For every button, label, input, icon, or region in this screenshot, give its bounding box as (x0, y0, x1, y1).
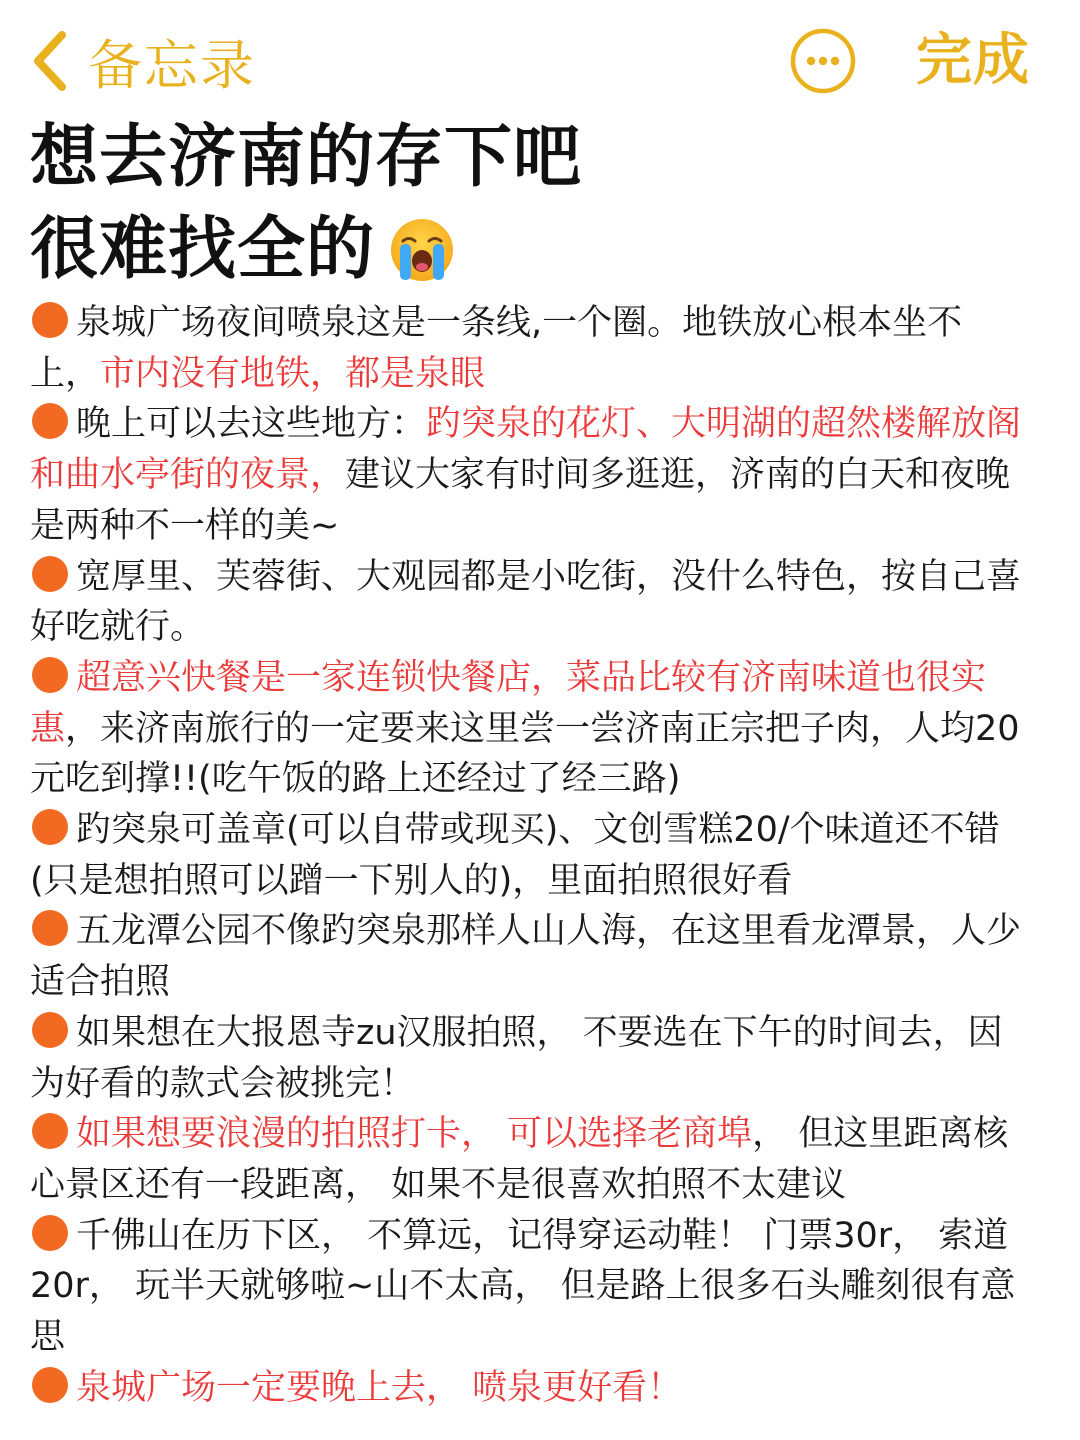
item-text: 晚上可以去这些地方： (76, 404, 427, 445)
list-item (30, 399, 1030, 551)
orange-bullet-icon (32, 1215, 68, 1251)
list-item (30, 906, 1030, 1007)
list-item (30, 1363, 1030, 1414)
list-item (30, 1109, 1030, 1210)
orange-bullet-icon (32, 809, 68, 845)
title-text-1: 想去济南的存下吧 (30, 118, 583, 197)
item-text: 泉城广场夜间喷泉这是一条线,一个圈。地铁放心根本坐不上， (30, 303, 963, 394)
orange-bullet-icon (32, 910, 68, 946)
done-button[interactable]: 完成 (916, 28, 1030, 93)
item-text: 如果想在大报恩寺zu汉服拍照， 不要选在下午的时间去，因为好看的款式会被挑完！ (30, 1012, 1003, 1104)
list-item (30, 552, 1030, 653)
item-text: 五龙潭公园不像趵突泉那样人山人海，在这里看龙潭景，人少适合拍照 (30, 911, 1022, 1003)
orange-bullet-icon (32, 556, 68, 592)
highlighted-text: 趵突泉的花灯、大明湖的超然楼解放阁和曲水亭街的夜景， (30, 404, 1022, 496)
back-button[interactable] (30, 26, 256, 96)
note-body (30, 298, 1030, 1413)
back-label: 备忘录 (88, 33, 256, 97)
more-button[interactable] (790, 28, 856, 94)
orange-bullet-icon (32, 1367, 68, 1403)
item-text: 趵突泉可盖章(可以自带或现买)、文创雪糕20/个味道还不错(只是想拍照可以蹭一下别人的)，里面拍照很好看 (30, 810, 1000, 901)
crying-face-emoji-icon (389, 217, 455, 283)
orange-bullet-icon (32, 403, 68, 439)
highlighted-text: 泉城广场一定要晚上去， 喷泉更好看！ (76, 1367, 683, 1408)
list-item (30, 1211, 1030, 1363)
note-title (30, 112, 1050, 296)
nav-bar (0, 0, 1080, 118)
item-text: ， 但这里距离核心景区还有一段距离， 如果不是很喜欢拍照不太建议 (30, 1114, 1009, 1205)
item-text: 千佛山在历下区， 不算远，记得穿运动鞋！ 门票30r， 索道20r， 玩半天就够啦~山不太高， 但是路上很多石头雕刻很有意思 (30, 1215, 1016, 1358)
title-line-1 (30, 112, 1050, 204)
highlighted-text: 市内没有地铁，都是泉眼 (100, 353, 486, 394)
title-text-2: 很难找全的 (30, 210, 376, 289)
item-text: 宽厚里、芙蓉街、大观园都是小吃街，没什么特色，按自己喜好吃就行。 (30, 556, 1022, 648)
item-text: 建议大家有时间多逛逛，济南的白天和夜晚是两种不一样的美~ (30, 455, 1011, 546)
title-line-2 (30, 204, 1050, 296)
ellipsis-circle-icon (790, 28, 856, 94)
highlighted-text: 如果想要浪漫的拍照打卡， 可以选择老商埠 (76, 1114, 753, 1155)
list-item (30, 298, 1030, 399)
orange-bullet-icon (32, 1113, 68, 1149)
chevron-left-icon (30, 29, 70, 93)
list-item (30, 1008, 1030, 1109)
list-item (30, 805, 1030, 906)
orange-bullet-icon (32, 1012, 68, 1048)
orange-bullet-icon (32, 302, 68, 338)
orange-bullet-icon (32, 657, 68, 693)
highlighted-text: 超意兴快餐是一家连锁快餐店，菜品比较有济南味道也很实惠 (30, 657, 987, 749)
item-text: ，来济南旅行的一定要来这里尝一尝济南正宗把子肉，人均20元吃到撑!!(吃午饭的路上还经过了经三路) (30, 708, 1020, 800)
list-item (30, 653, 1030, 805)
